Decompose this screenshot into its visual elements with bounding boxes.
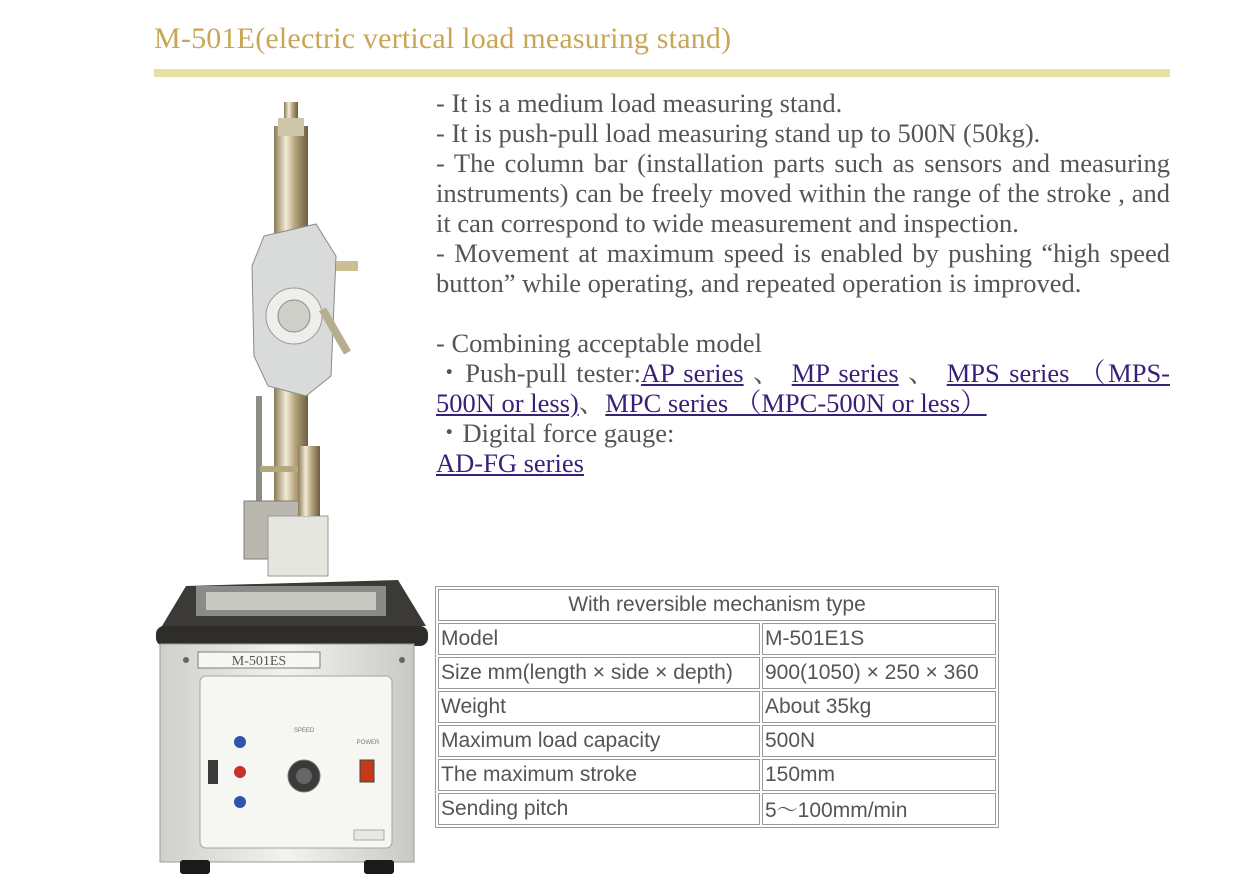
combining-heading: - Combining acceptable model bbox=[436, 328, 762, 358]
panel-label: M-501ES bbox=[231, 654, 287, 669]
title-divider bbox=[154, 69, 1170, 77]
separator: 、 bbox=[578, 388, 606, 418]
product-description bbox=[436, 88, 1170, 478]
mps-series-link[interactable]: MPS series （MPS-500N or less) bbox=[436, 358, 1171, 418]
table-row bbox=[438, 589, 996, 621]
description-line: - Movement at maximum speed is enabled by pushing “high speed button” while operating, and repeated operation is improved. bbox=[436, 238, 1170, 298]
spec-label: Maximum load capacity bbox=[438, 725, 760, 757]
push-pull-models bbox=[436, 358, 1170, 418]
spec-value: 500N bbox=[762, 725, 996, 757]
separator: 、 bbox=[743, 358, 792, 388]
spec-table bbox=[435, 586, 999, 828]
ap-series-link[interactable]: AP series bbox=[641, 358, 744, 388]
spec-label: Size mm(length × side × depth) bbox=[438, 657, 760, 689]
table-row bbox=[438, 691, 996, 723]
spec-value: 5～100mm/min bbox=[762, 793, 996, 825]
speed-label: SPEED bbox=[293, 728, 315, 734]
product-photo bbox=[156, 96, 428, 880]
power-label: POWER bbox=[356, 740, 380, 746]
description-line: - The column bar (installation parts such as sensors and measuring instruments) can be freely moved within the range of the stroke , and it can correspond to wide measurement and inspection. bbox=[436, 148, 1170, 238]
table-row bbox=[438, 623, 996, 655]
spec-label: The maximum stroke bbox=[438, 759, 760, 791]
separator: 、 bbox=[898, 358, 947, 388]
spec-label: Weight bbox=[438, 691, 760, 723]
spec-value: 150mm bbox=[762, 759, 996, 791]
spec-table-caption: With reversible mechanism type bbox=[438, 589, 996, 621]
digital-force-gauge-models bbox=[436, 448, 1170, 478]
description-line: - It is push-pull load measuring stand up to 500N (50kg). bbox=[436, 118, 1041, 148]
mpc-series-link[interactable]: MPC series （MPC-500N or less） bbox=[605, 388, 987, 418]
digital-force-gauge-label: ・Digital force gauge: bbox=[436, 418, 675, 448]
spec-value: About 35kg bbox=[762, 691, 996, 723]
table-row bbox=[438, 793, 996, 825]
mp-series-link[interactable]: MP series bbox=[791, 358, 899, 388]
ad-fg-series-link[interactable]: AD-FG series bbox=[436, 448, 584, 478]
table-row bbox=[438, 657, 996, 689]
spec-label: Model bbox=[438, 623, 760, 655]
spec-value: 900(1050) × 250 × 360 bbox=[762, 657, 996, 689]
description-line: - It is a medium load measuring stand. bbox=[436, 88, 843, 118]
table-row bbox=[438, 759, 996, 791]
spec-value: M-501E1S bbox=[762, 623, 996, 655]
table-row bbox=[438, 725, 996, 757]
spec-label: Sending pitch bbox=[438, 793, 760, 825]
push-pull-prefix: ・Push-pull tester: bbox=[436, 358, 641, 388]
page-title: M-501E(electric vertical load measuring stand) bbox=[154, 22, 732, 55]
